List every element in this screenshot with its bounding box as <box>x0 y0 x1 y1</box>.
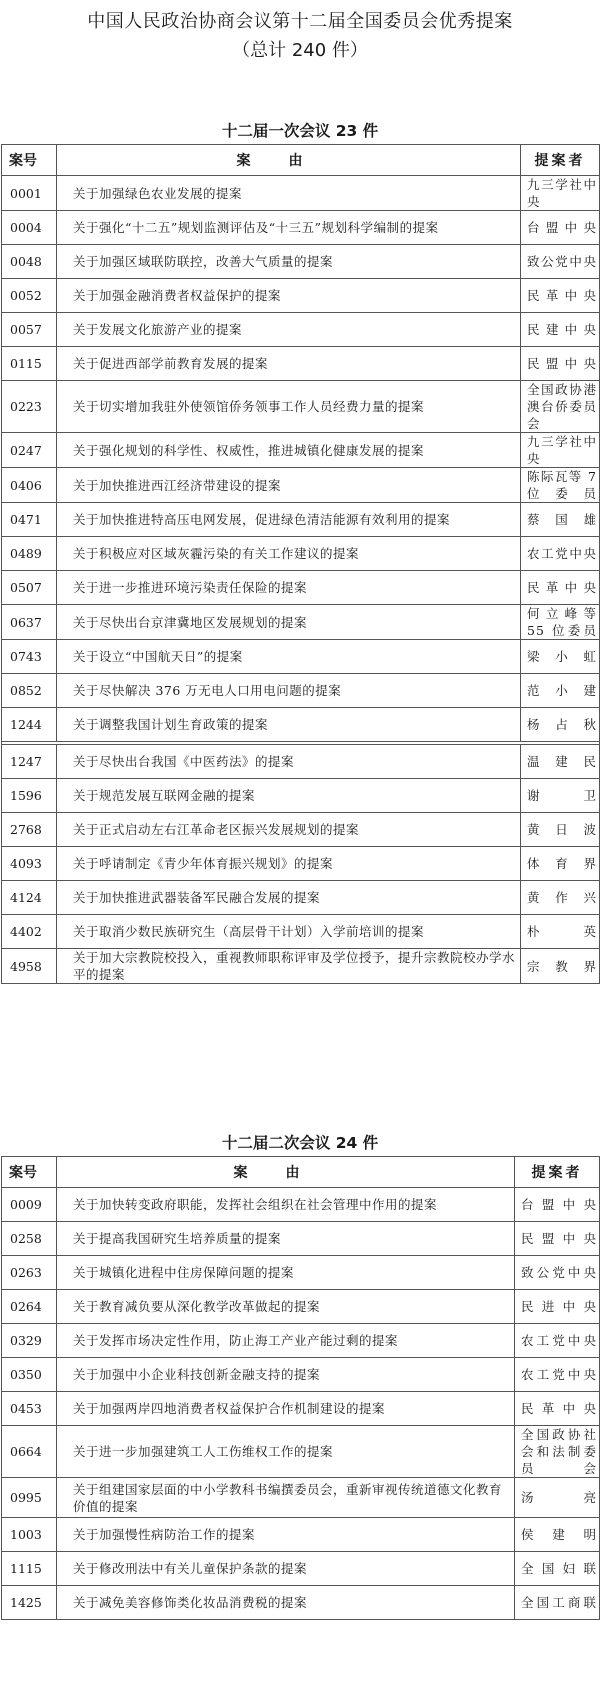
row-proposer: 杨占秋 <box>521 708 600 742</box>
row-num: 1003 <box>2 1518 57 1552</box>
row-proposer: 何立峰等 55 位委员 <box>521 605 600 640</box>
row-reason: 关于切实增加我驻外使领馆侨务领事工作人员经费力量的提案 <box>57 381 521 433</box>
row-num: 0664 <box>2 1426 57 1478</box>
row-num: 4124 <box>2 881 57 915</box>
row-reason: 关于加强两岸四地消费者权益保护合作机制建设的提案 <box>57 1392 515 1426</box>
table-row <box>2 1324 600 1358</box>
table-header-row <box>2 145 600 176</box>
table-row <box>2 176 600 211</box>
row-num: 0115 <box>2 347 57 381</box>
row-reason: 关于尽快出台京津冀地区发展规划的提案 <box>57 605 521 640</box>
row-proposer: 民进中央 <box>515 1290 600 1324</box>
table-body <box>2 176 600 984</box>
table-row <box>2 245 600 279</box>
row-num: 0350 <box>2 1358 57 1392</box>
row-reason: 关于提高我国研究生培养质量的提案 <box>57 1222 515 1256</box>
row-proposer: 台盟中央 <box>521 211 600 245</box>
row-proposer: 农工党中央 <box>515 1358 600 1392</box>
table-row <box>2 915 600 949</box>
table-row <box>2 1188 600 1222</box>
table-row <box>2 537 600 571</box>
row-num: 0048 <box>2 245 57 279</box>
table-row <box>2 1478 600 1518</box>
row-num: 0264 <box>2 1290 57 1324</box>
row-proposer: 宗教界 <box>521 949 600 984</box>
row-num: 0507 <box>2 571 57 605</box>
row-proposer: 谢卫 <box>521 779 600 813</box>
row-reason: 关于规范发展互联网金融的提案 <box>57 779 521 813</box>
row-reason: 关于城镇化进程中住房保障问题的提案 <box>57 1256 515 1290</box>
section-session-1 <box>0 118 600 984</box>
table-row <box>2 433 600 468</box>
row-reason: 关于加强金融消费者权益保护的提案 <box>57 279 521 313</box>
row-proposer: 梁小虹 <box>521 640 600 674</box>
table-row <box>2 847 600 881</box>
table-row <box>2 1358 600 1392</box>
row-num: 0258 <box>2 1222 57 1256</box>
row-proposer: 全国工商联 <box>515 1586 600 1620</box>
table-row <box>2 1518 600 1552</box>
section-session-2 <box>0 1130 600 1620</box>
row-num: 0052 <box>2 279 57 313</box>
table-row <box>2 949 600 984</box>
row-reason: 关于加快推进特高压电网发展，促进绿色清洁能源有效利用的提案 <box>57 503 521 537</box>
row-proposer: 体育界 <box>521 847 600 881</box>
row-reason: 关于加快推进武器装备军民融合发展的提案 <box>57 881 521 915</box>
row-proposer: 民盟中央 <box>515 1222 600 1256</box>
page-title: 中国人民政治协商会议第十二届全国委员会优秀提案 <box>87 11 513 32</box>
proposal-table <box>1 1156 600 1620</box>
header-num: 案号 <box>2 1157 57 1188</box>
table-row <box>2 605 600 640</box>
row-num: 0852 <box>2 674 57 708</box>
row-num: 0057 <box>2 313 57 347</box>
row-proposer: 九三学社中央 <box>521 433 600 468</box>
table-row <box>2 640 600 674</box>
table-row <box>2 313 600 347</box>
row-reason: 关于教育减负要从深化教学改革做起的提案 <box>57 1290 515 1324</box>
row-num: 1596 <box>2 779 57 813</box>
row-num: 0223 <box>2 381 57 433</box>
row-num: 1115 <box>2 1552 57 1586</box>
table-row <box>2 503 600 537</box>
row-reason: 关于加强慢性病防治工作的提案 <box>57 1518 515 1552</box>
row-num: 2768 <box>2 813 57 847</box>
row-proposer: 陈际瓦等 7 位委员 <box>521 468 600 503</box>
row-reason: 关于促进西部学前教育发展的提案 <box>57 347 521 381</box>
row-reason: 关于加大宗教院校投入，重视教师职称评审及学位授予，提升宗教院校办学水平的提案 <box>57 949 521 984</box>
row-num: 0637 <box>2 605 57 640</box>
row-proposer: 民革中央 <box>515 1392 600 1426</box>
row-num: 1244 <box>2 708 57 742</box>
row-num: 4093 <box>2 847 57 881</box>
header-reason: 案由 <box>57 1157 515 1188</box>
row-num: 0453 <box>2 1392 57 1426</box>
table-row <box>2 1552 600 1586</box>
table-row <box>2 211 600 245</box>
header-num: 案号 <box>2 145 57 176</box>
proposal-table <box>1 144 600 984</box>
row-reason: 关于尽快出台我国《中医药法》的提案 <box>57 745 521 779</box>
table-row <box>2 1426 600 1478</box>
row-num: 0263 <box>2 1256 57 1290</box>
header-proposer: 提案者 <box>515 1157 600 1188</box>
row-proposer: 蔡国雄 <box>521 503 600 537</box>
table-row <box>2 279 600 313</box>
row-reason: 关于正式启动左右江革命老区振兴发展规划的提案 <box>57 813 521 847</box>
row-reason: 关于加强中小企业科技创新金融支持的提案 <box>57 1358 515 1392</box>
row-reason: 关于加快转变政府职能，发挥社会组织在社会管理中作用的提案 <box>57 1188 515 1222</box>
row-proposer: 范小建 <box>521 674 600 708</box>
table-row <box>2 674 600 708</box>
row-num: 0743 <box>2 640 57 674</box>
row-proposer: 致公党中央 <box>515 1256 600 1290</box>
table-row <box>2 881 600 915</box>
header-reason: 案由 <box>57 145 521 176</box>
row-proposer: 农工党中央 <box>515 1324 600 1358</box>
row-reason: 关于加强绿色农业发展的提案 <box>57 176 521 211</box>
row-proposer: 民革中央 <box>521 279 600 313</box>
table-row <box>2 571 600 605</box>
table-row <box>2 1290 600 1324</box>
row-reason: 关于积极应对区域灰霾污染的有关工作建议的提案 <box>57 537 521 571</box>
row-reason: 关于尽快解决 376 万无电人口用电问题的提案 <box>57 674 521 708</box>
row-reason: 关于取消少数民族研究生（高层骨干计划）入学前培训的提案 <box>57 915 521 949</box>
row-num: 0995 <box>2 1478 57 1518</box>
row-num: 1425 <box>2 1586 57 1620</box>
header-proposer: 提案者 <box>521 145 600 176</box>
row-proposer: 黄作兴 <box>521 881 600 915</box>
section-title: 十二届二次会议 24 件 <box>221 1134 379 1152</box>
row-reason: 关于进一步加强建筑工人工伤维权工作的提案 <box>57 1426 515 1478</box>
row-proposer: 民革中央 <box>521 571 600 605</box>
row-proposer: 温建民 <box>521 745 600 779</box>
row-num: 0009 <box>2 1188 57 1222</box>
row-reason: 关于发挥市场决定性作用，防止海工产业产能过剩的提案 <box>57 1324 515 1358</box>
row-proposer: 农工党中央 <box>521 537 600 571</box>
table-row <box>2 347 600 381</box>
table-row <box>2 1586 600 1620</box>
row-num: 0001 <box>2 176 57 211</box>
row-proposer: 侯建明 <box>515 1518 600 1552</box>
row-num: 0329 <box>2 1324 57 1358</box>
row-proposer: 民盟中央 <box>521 347 600 381</box>
row-reason: 关于设立“中国航天日”的提案 <box>57 640 521 674</box>
table-body <box>2 1188 600 1620</box>
table-row <box>2 1222 600 1256</box>
row-num: 0471 <box>2 503 57 537</box>
row-reason: 关于发展文化旅游产业的提案 <box>57 313 521 347</box>
page-subtitle: （总计 240 件） <box>232 40 368 61</box>
row-reason: 关于强化“十二五”规划监测评估及“十三五”规划科学编制的提案 <box>57 211 521 245</box>
table-header-row <box>2 1157 600 1188</box>
row-proposer: 汤亮 <box>515 1478 600 1518</box>
row-reason: 关于强化规划的科学性、权威性，推进城镇化健康发展的提案 <box>57 433 521 468</box>
row-num: 0406 <box>2 468 57 503</box>
table-row <box>2 708 600 742</box>
row-proposer: 致公党中央 <box>521 245 600 279</box>
row-reason: 关于呼请制定《青少年体育振兴规划》的提案 <box>57 847 521 881</box>
row-reason: 关于组建国家层面的中小学教科书编撰委员会，重新审视传统道德文化教育价值的提案 <box>57 1478 515 1518</box>
row-proposer: 全国妇联 <box>515 1552 600 1586</box>
row-num: 0004 <box>2 211 57 245</box>
row-proposer: 黄日波 <box>521 813 600 847</box>
table-row <box>2 381 600 433</box>
row-num: 1247 <box>2 745 57 779</box>
row-reason: 关于修改刑法中有关儿童保护条款的提案 <box>57 1552 515 1586</box>
table-row <box>2 1392 600 1426</box>
row-proposer: 朴英 <box>521 915 600 949</box>
row-num: 4958 <box>2 949 57 984</box>
row-proposer: 全国政协港澳台侨委员会 <box>521 381 600 433</box>
table-row <box>2 779 600 813</box>
row-proposer: 九三学社中央 <box>521 176 600 211</box>
row-reason: 关于进一步推进环境污染责任保险的提案 <box>57 571 521 605</box>
title-block <box>0 0 600 64</box>
row-num: 0247 <box>2 433 57 468</box>
row-reason: 关于加强区域联防联控，改善大气质量的提案 <box>57 245 521 279</box>
row-num: 4402 <box>2 915 57 949</box>
table-row <box>2 745 600 779</box>
row-proposer: 台盟中央 <box>515 1188 600 1222</box>
row-proposer: 民建中央 <box>521 313 600 347</box>
row-proposer: 全国政协社会和法制委员会 <box>515 1426 600 1478</box>
table-row <box>2 813 600 847</box>
table-row <box>2 468 600 503</box>
row-reason: 关于减免美容修饰类化妆品消费税的提案 <box>57 1586 515 1620</box>
table-row <box>2 1256 600 1290</box>
row-num: 0489 <box>2 537 57 571</box>
row-reason: 关于调整我国计划生育政策的提案 <box>57 708 521 742</box>
row-reason: 关于加快推进西江经济带建设的提案 <box>57 468 521 503</box>
section-title: 十二届一次会议 23 件 <box>221 122 379 140</box>
